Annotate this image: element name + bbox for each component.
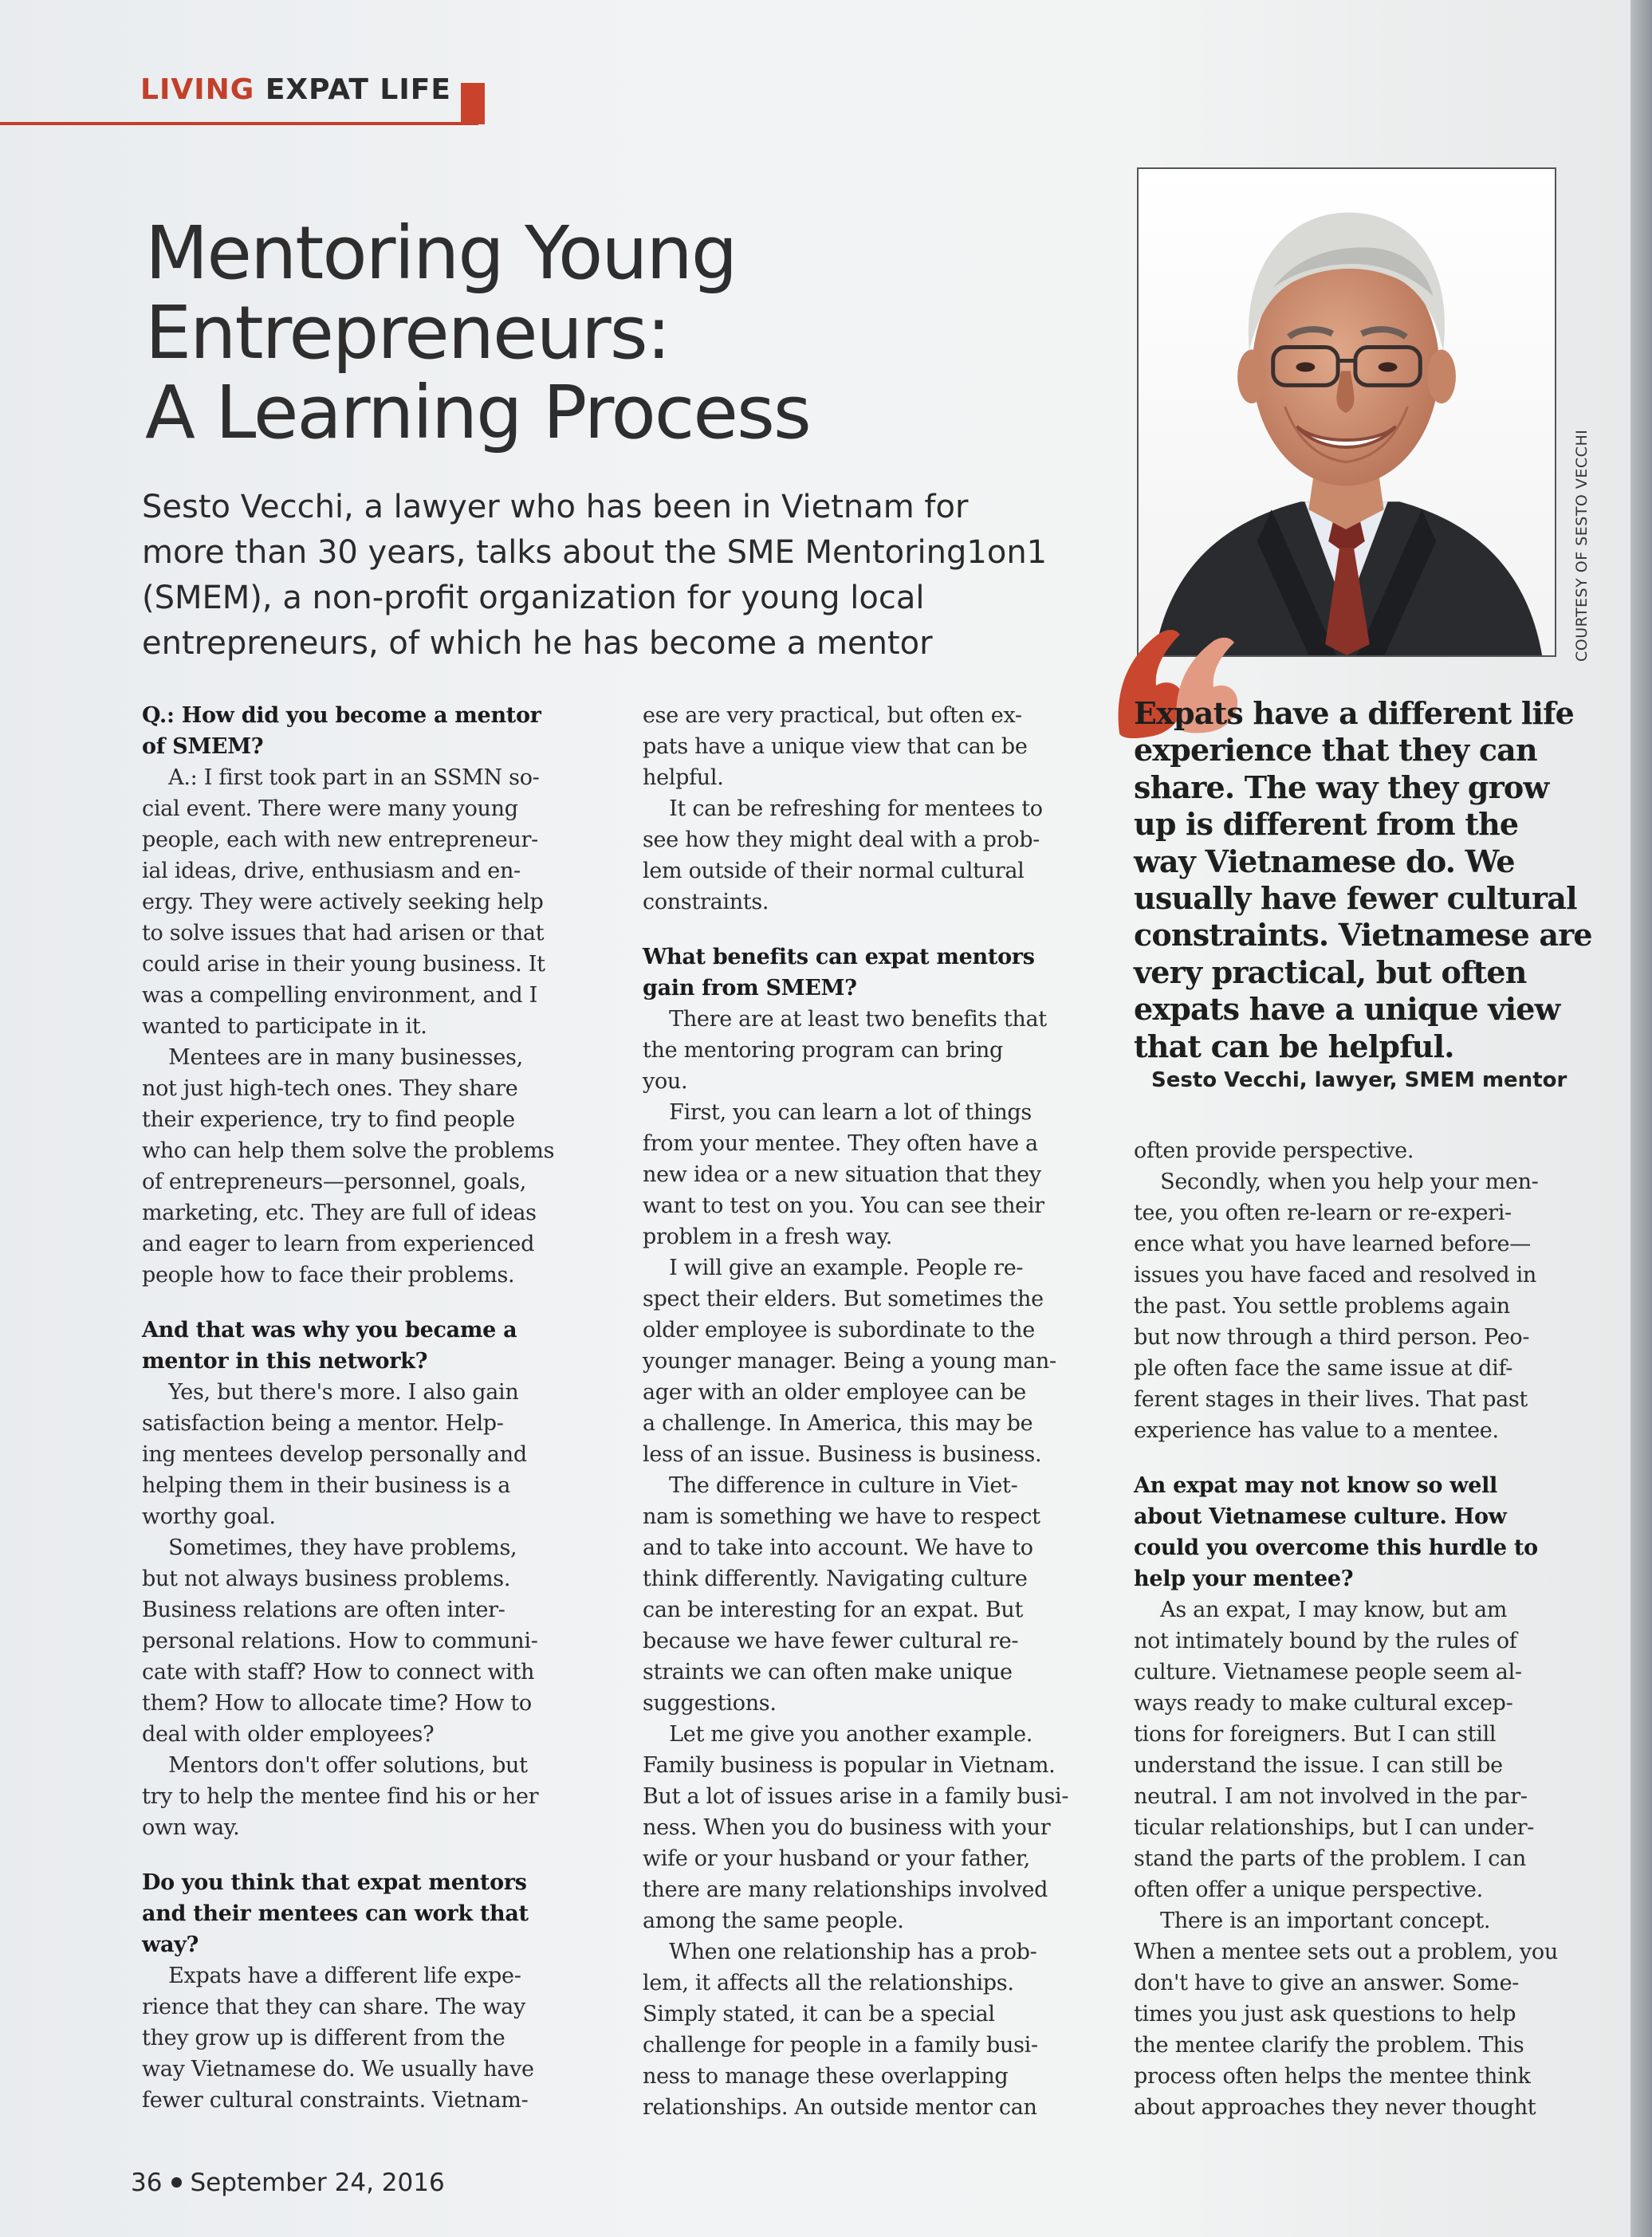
question-heading-line: And that was why you became a bbox=[142, 1318, 517, 1343]
body-text-line: pats have a unique view that can be bbox=[643, 734, 1028, 759]
pull-quote-line: way Vietnamese do. We bbox=[1134, 843, 1515, 879]
body-text-line: among the same people. bbox=[643, 1909, 904, 1933]
body-column-2 bbox=[643, 700, 1073, 2123]
title-line: Entrepreneurs: bbox=[145, 290, 670, 375]
section-label bbox=[140, 73, 451, 106]
body-text-line: suggestions. bbox=[643, 1691, 777, 1716]
pull-quote-line: experience that they can bbox=[1134, 732, 1537, 769]
body-column-3 bbox=[1134, 1135, 1564, 2123]
question-heading-line: could you overcome this hurdle to bbox=[1134, 1535, 1538, 1560]
body-text-line: tions for foreigners. But I can still bbox=[1134, 1722, 1497, 1747]
body-text-line: times you just ask questions to help bbox=[1134, 2002, 1516, 2027]
body-text-line: and eager to learn from experienced bbox=[142, 1232, 535, 1256]
body-text-line: Family business is popular in Vietnam. bbox=[643, 1753, 1056, 1778]
page-edge bbox=[1630, 0, 1652, 2237]
question-heading-line: help your mentee? bbox=[1134, 1567, 1354, 1591]
body-text-line: ial ideas, drive, enthusiasm and en- bbox=[142, 859, 521, 883]
body-text-line: often provide perspective. bbox=[1134, 1138, 1414, 1163]
body-text-line: people how to face their problems. bbox=[142, 1263, 515, 1288]
section-rule bbox=[0, 122, 478, 125]
pull-quote-attribution: Sesto Vecchi, lawyer, SMEM mentor bbox=[1151, 1068, 1567, 1092]
body-text-line: ways ready to make cultural excep- bbox=[1134, 1691, 1513, 1716]
body-text-line: The difference in culture in Viet- bbox=[643, 1473, 1018, 1498]
body-text-line: Simply stated, it can be a special bbox=[643, 2002, 995, 2027]
body-text-line: stand the parts of the problem. I can bbox=[1134, 1846, 1526, 1871]
body-text-line: It can be refreshing for mentees to bbox=[643, 796, 1043, 821]
pull-quote-line: usually have fewer cultural bbox=[1134, 880, 1577, 917]
page-number: 36 bbox=[131, 2168, 163, 2197]
body-text-line: First, you can learn a lot of things bbox=[643, 1100, 1032, 1125]
section-label-accent: LIVING bbox=[140, 73, 255, 106]
question-heading-line: An expat may not know so well bbox=[1134, 1473, 1497, 1498]
body-text-line: but not always business problems. bbox=[142, 1567, 511, 1591]
portrait-illustration bbox=[1139, 169, 1555, 655]
pull-quote-line: expats have a unique view bbox=[1134, 991, 1560, 1028]
body-text-line: to solve issues that had arisen or that bbox=[142, 921, 545, 946]
paragraph-gap bbox=[142, 1291, 572, 1315]
body-text-line: the past. You settle problems again bbox=[1134, 1294, 1510, 1319]
body-text-line: not just high-tech ones. They share bbox=[142, 1076, 518, 1101]
body-text-line: their experience, try to find people bbox=[142, 1107, 515, 1132]
body-text-line: Mentees are in many businesses, bbox=[142, 1045, 523, 1070]
body-text-line: younger manager. Being a young man- bbox=[643, 1349, 1056, 1374]
body-text-line: because we have fewer cultural re- bbox=[643, 1629, 1019, 1653]
body-text-line: don't have to give an answer. Some- bbox=[1134, 1971, 1520, 1995]
deck-line: entrepreneurs, of which he has become a mentor bbox=[142, 625, 933, 662]
body-text-line: personal relations. How to communi- bbox=[142, 1629, 538, 1653]
body-text-line: But a lot of issues arise in a family busi- bbox=[643, 1784, 1069, 1809]
body-text-line: often offer a unique perspective. bbox=[1134, 1877, 1483, 1902]
bullet-icon bbox=[171, 2177, 182, 2188]
body-text-line: neutral. I am not involved in the par- bbox=[1134, 1784, 1528, 1809]
body-text-line: them? How to allocate time? How to bbox=[142, 1691, 532, 1716]
section-label-main: EXPAT LIFE bbox=[265, 73, 451, 106]
deck-line: (SMEM), a non-profit organization for young local bbox=[142, 580, 925, 616]
question-heading-line: about Vietnamese culture. How bbox=[1134, 1504, 1507, 1529]
body-text-line: fewer cultural constraints. Vietnam- bbox=[142, 2088, 529, 2113]
paragraph-gap bbox=[142, 1843, 572, 1867]
pull-quote-line: that can be helpful. bbox=[1134, 1028, 1454, 1064]
pull-quote-line: constraints. Vietnamese are bbox=[1134, 917, 1592, 953]
body-text-line: ager with an older employee can be bbox=[643, 1380, 1026, 1405]
body-text-line: cate with staff? How to connect with bbox=[142, 1660, 535, 1685]
body-text-line: and to take into account. We have to bbox=[643, 1535, 1033, 1560]
body-text-line: the mentoring program can bring bbox=[643, 1038, 1003, 1063]
body-column-1 bbox=[142, 700, 572, 2116]
body-text-line: from your mentee. They often have a bbox=[643, 1131, 1038, 1156]
body-text-line: ferent stages in their lives. That past bbox=[1134, 1387, 1528, 1412]
body-text-line: worthy goal. bbox=[142, 1504, 276, 1529]
pull-quote-line: Expats have a different life bbox=[1134, 695, 1575, 731]
question-heading-line: What benefits can expat mentors bbox=[643, 945, 1035, 969]
title-line: Mentoring Young bbox=[145, 210, 737, 296]
body-text-line: new idea or a new situation that they bbox=[643, 1162, 1041, 1187]
body-text-line: There is an important concept. bbox=[1134, 1909, 1491, 1933]
body-text-line: ticular relationships, but I can under- bbox=[1134, 1815, 1535, 1840]
page-folio bbox=[131, 2168, 445, 2197]
body-text-line: ness to manage these overlapping bbox=[643, 2064, 1009, 2089]
body-text-line: straints we can often make unique bbox=[643, 1660, 1013, 1685]
body-text-line: relationships. An outside mentor can bbox=[643, 2095, 1037, 2120]
paragraph-gap bbox=[1134, 1446, 1564, 1470]
body-text-line: ese are very practical, but often ex- bbox=[643, 703, 1022, 728]
question-heading-line: mentor in this network? bbox=[142, 1349, 428, 1374]
body-text-line: about approaches they never thought bbox=[1134, 2095, 1536, 2120]
body-text-line: wife or your husband or your father, bbox=[643, 1846, 1030, 1871]
body-text-line: but now through a third person. Peo- bbox=[1134, 1325, 1530, 1350]
body-text-line: the mentee clarify the problem. This bbox=[1134, 2033, 1524, 2058]
body-text-line: own way. bbox=[142, 1815, 240, 1840]
body-text-line: Sometimes, they have problems, bbox=[142, 1535, 517, 1560]
body-text-line: challenge for people in a family busi- bbox=[643, 2033, 1038, 2058]
body-text-line: try to help the mentee find his or her bbox=[142, 1784, 539, 1809]
paragraph-gap bbox=[643, 918, 1073, 942]
body-text-line: older employee is subordinate to the bbox=[643, 1318, 1035, 1343]
body-text-line: of entrepreneurs—personnel, goals, bbox=[142, 1170, 526, 1194]
body-text-line: constraints. bbox=[643, 890, 769, 914]
body-text-line: lem outside of their normal cultural bbox=[643, 859, 1025, 883]
body-text-line: satisfaction being a mentor. Help- bbox=[142, 1411, 504, 1436]
title-line: A Learning Process bbox=[145, 370, 810, 455]
body-text-line: people, each with new entrepreneur- bbox=[142, 828, 538, 852]
body-text-line: When a mentee sets out a problem, you bbox=[1134, 1940, 1558, 1964]
body-text-line: As an expat, I may know, but am bbox=[1134, 1598, 1508, 1622]
body-text-line: Yes, but there's more. I also gain bbox=[142, 1380, 519, 1405]
body-text-line: I will give an example. People re- bbox=[643, 1256, 1024, 1280]
body-text-line: Secondly, when you help your men- bbox=[1134, 1170, 1539, 1194]
body-text-line: way Vietnamese do. We usually have bbox=[142, 2057, 534, 2082]
body-text-line: want to test on you. You can see their bbox=[643, 1193, 1044, 1218]
body-text-line: you. bbox=[643, 1069, 688, 1094]
body-text-line: cial event. There were many young bbox=[142, 796, 518, 821]
body-text-line: ing mentees develop personally and bbox=[142, 1442, 527, 1467]
photo-credit bbox=[1567, 399, 1599, 670]
photo-credit-text: COURTESY OF SESTO VECCHI bbox=[1573, 429, 1591, 662]
body-text-line: helpful. bbox=[643, 765, 724, 790]
body-text-line: When one relationship has a prob- bbox=[643, 1940, 1037, 1964]
body-text-line: they grow up is different from the bbox=[142, 2026, 505, 2050]
body-text-line: rience that they can share. The way bbox=[142, 1995, 525, 2019]
question-heading-line: way? bbox=[142, 1932, 199, 1957]
body-text-line: helping them in their business is a bbox=[142, 1473, 511, 1498]
portrait-photo bbox=[1137, 167, 1556, 657]
issue-date: September 24, 2016 bbox=[190, 2168, 445, 2197]
pull-quote-line: share. The way they grow bbox=[1134, 769, 1549, 805]
deck-line: Sesto Vecchi, a lawyer who has been in Vietnam for bbox=[142, 489, 969, 525]
body-text-line: A.: I first took part in an SSMN so- bbox=[142, 765, 540, 790]
body-text-line: Expats have a different life expe- bbox=[142, 1964, 521, 1988]
question-heading-line: of SMEM? bbox=[142, 734, 264, 759]
body-text-line: nam is something we have to respect bbox=[643, 1504, 1040, 1529]
pull-quote-line: up is different from the bbox=[1134, 806, 1519, 843]
pull-quote bbox=[1134, 695, 1592, 1065]
body-text-line: not intimately bound by the rules of bbox=[1134, 1629, 1517, 1653]
body-text-line: tee, you often re-learn or re-experi- bbox=[1134, 1201, 1512, 1225]
article-deck bbox=[142, 485, 1123, 666]
deck-line: more than 30 years, talks about the SME Mentoring1on1 bbox=[142, 534, 1048, 571]
body-text-line: can be interesting for an expat. But bbox=[643, 1598, 1024, 1622]
body-text-line: culture. Vietnamese people seem al- bbox=[1134, 1660, 1522, 1685]
pull-quote-line: very practical, but often bbox=[1134, 953, 1527, 990]
body-text-line: there are many relationships involved bbox=[643, 1877, 1048, 1902]
body-text-line: understand the issue. I can still be bbox=[1134, 1753, 1503, 1778]
body-text-line: less of an issue. Business is business. bbox=[643, 1442, 1042, 1467]
body-text-line: lem, it affects all the relationships. bbox=[643, 1971, 1014, 1995]
section-marker-block bbox=[461, 83, 485, 124]
article-title bbox=[145, 210, 942, 455]
question-heading-line: and their mentees can work that bbox=[142, 1901, 529, 1926]
body-text-line: ple often face the same issue at dif- bbox=[1134, 1356, 1513, 1381]
body-text-line: There are at least two benefits that bbox=[643, 1007, 1047, 1032]
question-heading-line: gain from SMEM? bbox=[643, 976, 857, 1001]
body-text-line: Business relations are often inter- bbox=[142, 1598, 505, 1622]
body-text-line: problem in a fresh way. bbox=[643, 1225, 893, 1249]
body-text-line: marketing, etc. They are full of ideas bbox=[142, 1201, 537, 1225]
body-text-line: who can help them solve the problems bbox=[142, 1138, 555, 1163]
body-text-line: wanted to participate in it. bbox=[142, 1014, 427, 1039]
question-heading-line: Do you think that expat mentors bbox=[142, 1870, 527, 1895]
question-heading-line: Q.: How did you become a mentor bbox=[142, 703, 541, 728]
body-text-line: see how they might deal with a prob- bbox=[643, 828, 1040, 852]
body-text-line: spect their elders. But sometimes the bbox=[643, 1287, 1044, 1311]
body-text-line: ence what you have learned before— bbox=[1134, 1232, 1531, 1256]
body-text-line: Let me give you another example. bbox=[643, 1722, 1033, 1747]
body-text-line: ness. When you do business with your bbox=[643, 1815, 1051, 1840]
body-text-line: ergy. They were actively seeking help bbox=[142, 890, 544, 914]
body-text-line: could arise in their young business. It bbox=[142, 952, 545, 977]
body-text-line: a challenge. In America, this may be bbox=[643, 1411, 1033, 1436]
body-text-line: process often helps the mentee think bbox=[1134, 2064, 1531, 2089]
body-text-line: issues you have faced and resolved in bbox=[1134, 1263, 1536, 1288]
body-text-line: think differently. Navigating culture bbox=[643, 1567, 1028, 1591]
body-text-line: was a compelling environment, and I bbox=[142, 983, 538, 1008]
body-text-line: experience has value to a mentee. bbox=[1134, 1418, 1499, 1443]
body-text-line: Mentors don't offer solutions, but bbox=[142, 1753, 528, 1778]
body-text-line: deal with older employees? bbox=[142, 1722, 435, 1747]
